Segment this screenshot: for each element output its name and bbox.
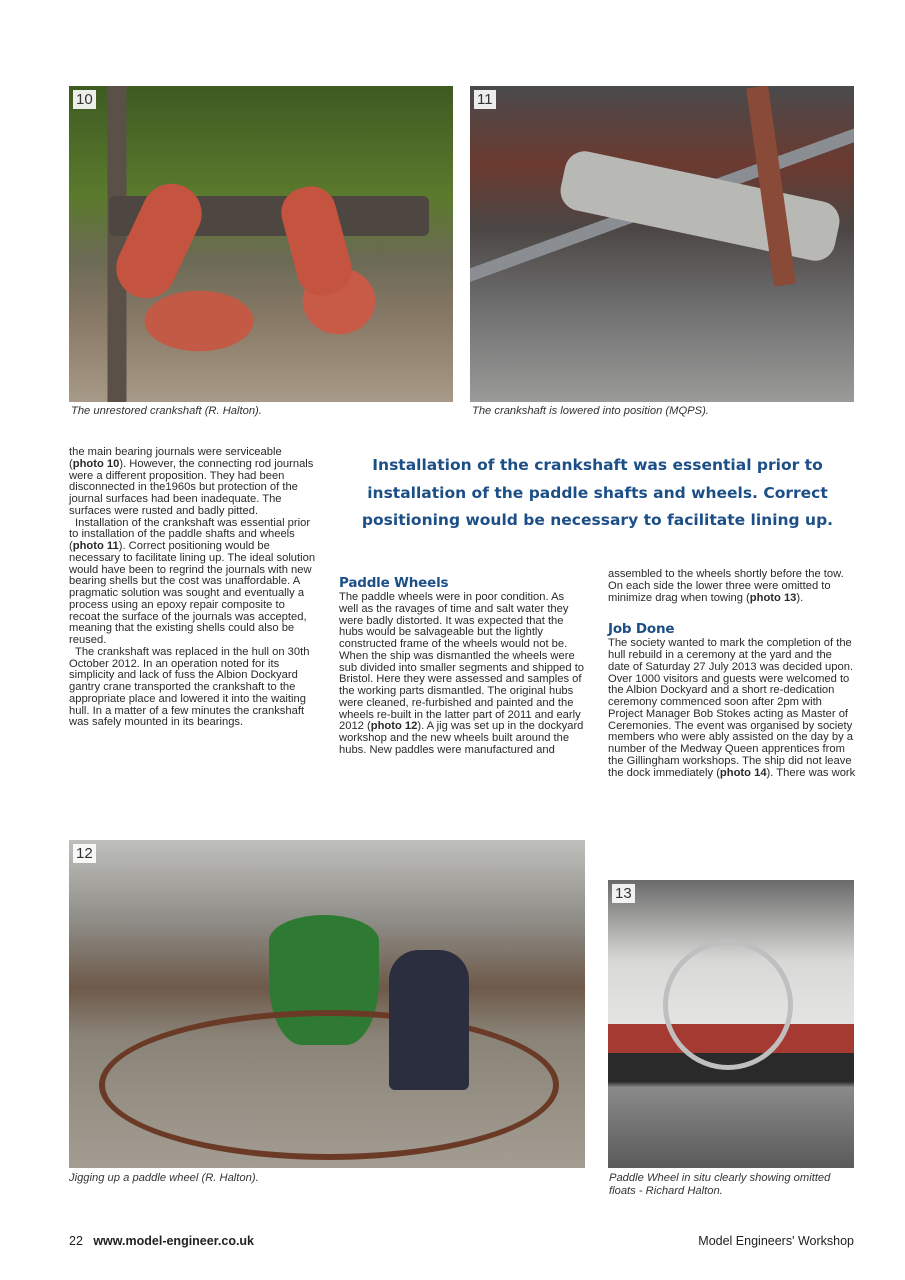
photo-12-jigging-paddle-wheel xyxy=(69,840,585,1168)
column-3 xyxy=(608,569,856,779)
photo-reference: photo 14 xyxy=(719,766,767,779)
crank-web xyxy=(106,174,211,308)
column-2 xyxy=(339,575,585,757)
paragraph: The crankshaft was replaced in the hull on 30th October 2012. In an operation noted for its simplicity and lack of fuss the Albion Dockyard gantry crane transported the crankshaft to the appropriate place and lowered it into the waiting hull. In a matter of a few minutes the crankshaft was safely mounted in its bearings. xyxy=(69,645,310,729)
text: The society wanted to mark the completion of the hull rebuild in a ceremony at the yard and the date of Saturday 27 July 2013 was decided upon. Over 1000 visitors and guests were welcomed to the Albion Dockyard and a short re-dedication ceremony commenced soon after 2pm with Project Manager Bob Stokes acting as Master of Ceremonies. The event was organised by society members who were ably assisted on the day by a number of the Medway Queen apprentices from the Gillingham workshops. The ship did not leave the dock immediately ( xyxy=(608,637,854,779)
section-heading: Paddle Wheels xyxy=(339,575,449,591)
photo-12-caption: Jigging up a paddle wheel (R. Halton). xyxy=(69,1172,259,1184)
text: ). However, the connecting rod journals were a different proposition. They had been disconnected in the1960s but protection of the journal surfaces had been inadequate. The surfaces were rusted and badly pitted. xyxy=(69,457,314,517)
paragraph xyxy=(608,569,856,604)
photo-11-crankshaft-lowered xyxy=(470,86,854,402)
worker xyxy=(389,950,469,1090)
photo-10-unrestored-crankshaft xyxy=(69,86,453,402)
text: The paddle wheels were in poor condition. As well as the ravages of time and salt water they were badly distorted. It was expected that the hubs would be salvageable but the lightly constructed frame of the wheels would not be. When the ship was dismantled the wheels were sub divided into smaller segments and shipped to Bristol. Here they were assessed and samples of the working parts dismantled. The original hubs were cleaned, re-furbished and painted and the wheels re-built in the latter part of 2011 and early 2012 ( xyxy=(339,591,585,733)
photo-number: 11 xyxy=(474,90,496,109)
section-heading: Job Done xyxy=(608,621,675,638)
crankshaft-shape xyxy=(557,148,843,265)
text: Installation of the crankshaft was essential prior to installation of the paddle shafts and wheels ( xyxy=(69,516,311,552)
wheel-rim xyxy=(99,1010,559,1160)
photo-10-caption: The unrestored crankshaft (R. Halton). xyxy=(71,405,262,417)
footer-left xyxy=(69,1234,254,1248)
photo-number: 13 xyxy=(612,884,635,903)
page-number: 22 xyxy=(69,1234,83,1248)
photo-number: 12 xyxy=(73,844,96,863)
paragraph xyxy=(339,592,585,757)
text: ). There was work xyxy=(766,766,856,779)
paddle-wheel xyxy=(663,940,793,1070)
photo-11-caption: The crankshaft is lowered into position (MQPS). xyxy=(472,405,709,417)
text: ). Correct positioning would be necessary to facilitate lining up. The ideal solution would have been to regrind the journals with new bearing shells but the cost was unaffordable. A pragmatic solution was sought and eventually a process using an epoxy repair composite to recoat the surface of the journals was accepted, meaning that the existing shells could also be reused. xyxy=(69,540,316,646)
website-link[interactable]: www.model-engineer.co.uk xyxy=(93,1234,255,1248)
photo-reference: photo 11 xyxy=(72,540,119,552)
photo-number: 10 xyxy=(73,90,96,109)
paragraph xyxy=(608,638,856,779)
paragraph xyxy=(69,447,317,518)
pull-quote: Installation of the crankshaft was essential prior to installation of the paddle shafts and wheels. Correct positioning would be necessary to facilitate lining up. xyxy=(361,456,834,529)
magazine-name: Model Engineers' Workshop xyxy=(698,1234,854,1248)
text: assembled to the wheels shortly before the tow. On each side the lower three were omitted to minimize drag when towing ( xyxy=(608,568,844,604)
photo-reference: photo 13 xyxy=(749,591,797,604)
photo-13-paddle-wheel-in-situ xyxy=(608,880,854,1168)
photo-reference: photo 12 xyxy=(370,720,418,733)
text: the main bearing journals were serviceable ( xyxy=(69,446,282,470)
column-1 xyxy=(69,447,317,729)
photo-13-caption: Paddle Wheel in situ clearly showing omitted floats - Richard Halton. xyxy=(609,1172,831,1197)
text: ). xyxy=(796,591,804,604)
photo-reference: photo 10 xyxy=(72,457,120,470)
paragraph xyxy=(69,518,317,647)
text: ). A jig was set up in the dockyard workshop and the new wheels built around the hubs. New paddles were manufactured and xyxy=(339,720,584,756)
